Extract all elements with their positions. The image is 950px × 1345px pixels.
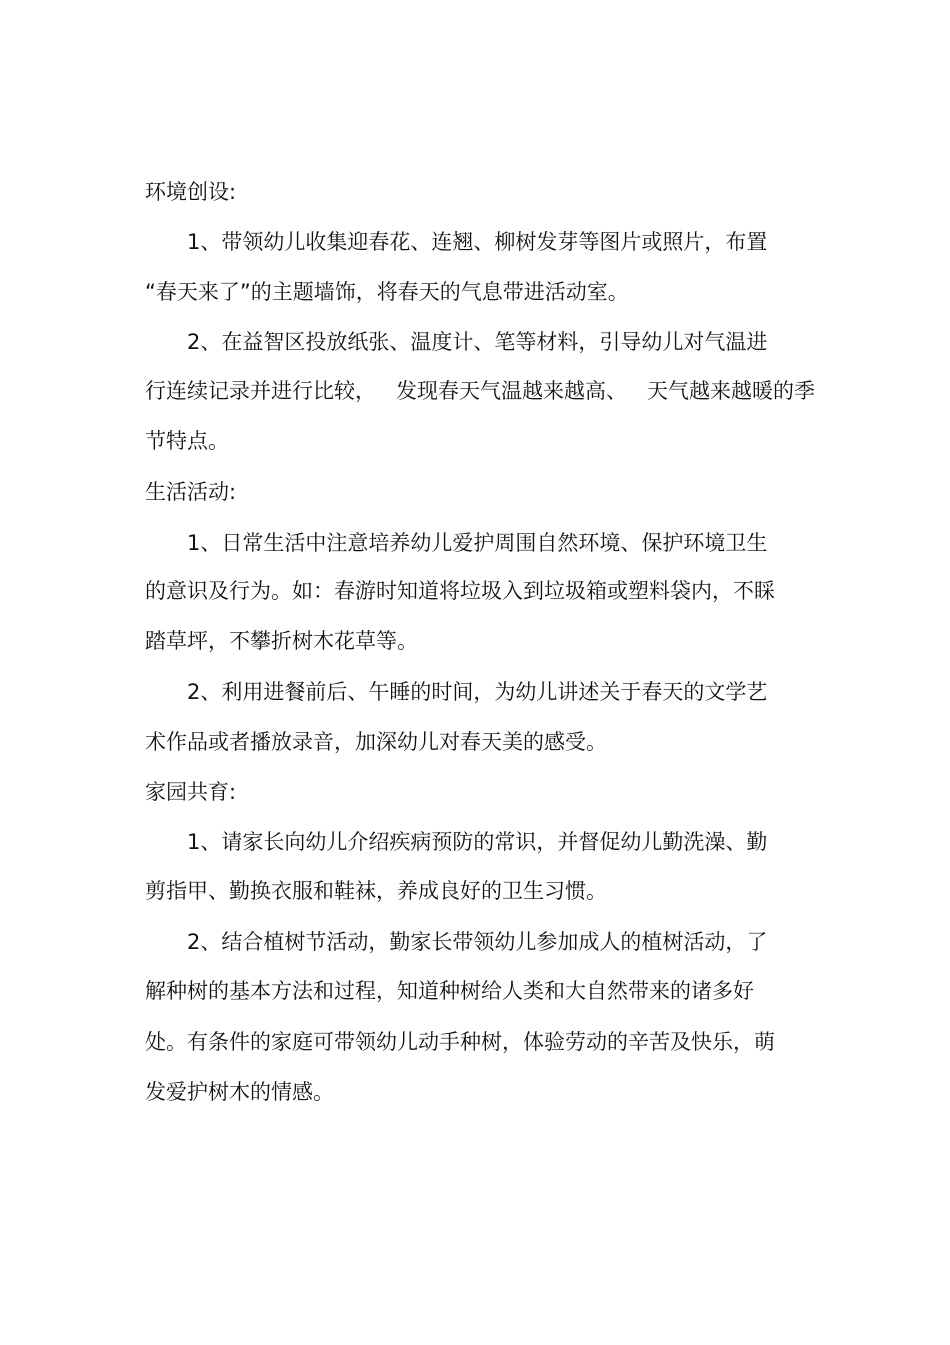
paragraph-line: 踏草坪，不攀折树木花草等。 — [145, 629, 418, 653]
paragraph-line: 1、带领幼儿收集迎春花、连翘、柳树发芽等图片或照片，布置 — [187, 230, 768, 254]
paragraph-line: 1、请家长向幼儿介绍疾病预防的常识，并督促幼儿勤洗澡、勤 — [187, 830, 768, 854]
section-heading: 生活活动: — [145, 480, 237, 504]
paragraph-line: 节特点。 — [145, 429, 229, 453]
paragraph-line: 解种树的基本方法和过程，知道种树给人类和大自然带来的诸多好 — [145, 979, 754, 1003]
paragraph-line: 1、日常生活中注意培养幼儿爱护周围自然环境、保护环境卫生 — [187, 531, 768, 555]
paragraph-line: 2、在益智区投放纸张、温度计、笔等材料，引导幼儿对气温进 — [187, 330, 768, 354]
paragraph-line: 剪指甲、勤换衣服和鞋袜，养成良好的卫生习惯。 — [145, 879, 607, 903]
paragraph-line: 发爱护树木的情感。 — [145, 1080, 334, 1104]
paragraph-line: 的意识及行为。如：春游时知道将垃圾入到垃圾箱或塑料袋内，不睬 — [145, 579, 775, 603]
paragraph-line: 2、利用进餐前后、午睡的时间，为幼儿讲述关于春天的文学艺 — [187, 680, 768, 704]
paragraph-line: 处。有条件的家庭可带领幼儿动手种树，体验劳动的辛苦及快乐，萌 — [145, 1030, 775, 1054]
paragraph-line: 行连续记录并进行比较， 发现春天气温越来越高、 天气越来越暖的季 — [145, 379, 816, 403]
paragraph-line: 术作品或者播放录音，加深幼儿对春天美的感受。 — [145, 730, 607, 754]
paragraph-line: 2、结合植树节活动，勤家长带领幼儿参加成人的植树活动，了 — [187, 930, 768, 954]
section-heading: 环境创设: — [145, 180, 237, 204]
section-heading: 家园共育: — [145, 780, 237, 804]
paragraph-line: “春天来了”的主题墙饰，将春天的气息带进活动室。 — [145, 280, 629, 304]
